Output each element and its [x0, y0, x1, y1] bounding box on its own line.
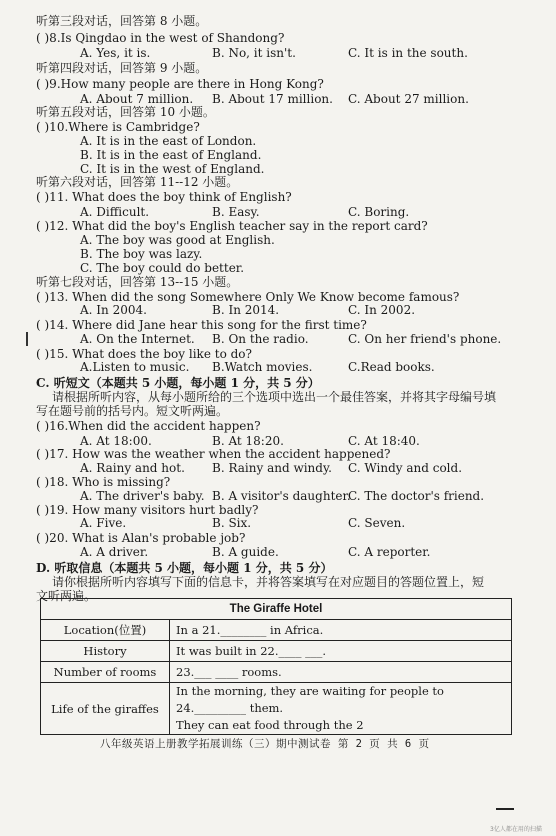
scanner-watermark: 3亿人都在用的扫描 — [490, 826, 542, 833]
text-line: B. A visitor's daughter. — [212, 489, 351, 503]
text-line: ( )14. Where did Jane hear this song for the first time? — [36, 318, 367, 332]
info-card-table — [40, 598, 512, 735]
table-title: The Giraffe Hotel — [41, 599, 512, 620]
text-line: B. At 18:20. — [212, 434, 284, 448]
text-line: 请你根据所听内容填写下面的信息卡，并将答案填写在对应题目的答题位置上，短 — [52, 575, 485, 589]
text-line: D. 听取信息（本题共 5 小题，每小题 1 分，共 5 分） — [36, 561, 333, 575]
text-line: C. Seven. — [348, 516, 406, 530]
row-value — [170, 683, 512, 735]
text-line: A. About 7 million. — [80, 92, 194, 106]
table-row — [41, 620, 512, 641]
text-line: B. No, it isn't. — [212, 46, 296, 60]
row-value: 23.___ ____ rooms. — [170, 662, 512, 683]
text-line: B. A guide. — [212, 545, 279, 559]
text-line: ( )16.When did the accident happen? — [36, 419, 261, 433]
text-line: B. About 17 million. — [212, 92, 333, 106]
text-line: 听第六段对话，回答第 11--12 小题。 — [36, 175, 239, 189]
text-line: C. Boring. — [348, 205, 410, 219]
text-line: 听第四段对话，回答第 9 小题。 — [36, 61, 208, 75]
text-line: C. The doctor's friend. — [348, 489, 485, 503]
text-line: ( )18. Who is missing? — [36, 475, 171, 489]
text-line: A. Yes, it is. — [80, 46, 151, 60]
text-line: B. On the radio. — [212, 332, 309, 346]
text-line: ( )15. What does the boy like to do? — [36, 347, 252, 361]
text-line: ( )10.Where is Cambridge? — [36, 120, 200, 134]
text-line: 文听两遍。 — [36, 589, 97, 603]
text-line: C. It is in the south. — [348, 46, 468, 60]
text-line: A. Difficult. — [80, 205, 150, 219]
text-line: A. The boy was good at English. — [80, 233, 275, 247]
text-line: A. Five. — [80, 516, 127, 530]
row-value: In a 21.________ in Africa. — [170, 620, 512, 641]
text-line: B. The boy was lazy. — [80, 247, 203, 261]
text-line: B. In 2014. — [212, 303, 280, 317]
text-line: B.Watch movies. — [212, 360, 313, 374]
text-line: ( )9.How many people are there in Hong Kong? — [36, 77, 324, 91]
text-line: C. The boy could do better. — [80, 261, 245, 275]
text-line: 听第三段对话，回答第 8 小题。 — [36, 14, 208, 28]
text-line: B. Rainy and windy. — [212, 461, 332, 475]
text-line: 写在题号前的括号内。短文听两遍。 — [36, 404, 229, 418]
row-value: It was built in 22.____ ___. — [170, 641, 512, 662]
text-line: C. 听短文（本题共 5 小题，每小题 1 分，共 5 分） — [36, 376, 320, 390]
row-label: Life of the giraffes — [41, 683, 170, 735]
table-row — [41, 662, 512, 683]
text-line: ( )12. What did the boy's English teacher say in the report card? — [36, 219, 428, 233]
text-line: A. It is in the east of London. — [80, 134, 257, 148]
text-line: ( )19. How many visitors hurt badly? — [36, 503, 259, 517]
text-line: C. On her friend's phone. — [348, 332, 502, 346]
page-footer: 八年级英语上册教学拓展训练（三）期中测试卷 第 2 页 共 6 页 — [100, 738, 430, 750]
table-row — [41, 641, 512, 662]
text-line: 请根据所听内容，从每小题所给的三个选项中选出一个最佳答案，并将其字母编号填 — [52, 390, 497, 404]
row-value-line: They can eat food through the 2 — [176, 718, 364, 732]
text-line: A. At 18:00. — [80, 434, 152, 448]
text-line: C. It is in the west of England. — [80, 162, 265, 176]
text-line: B. Easy. — [212, 205, 260, 219]
row-label: Location(位置) — [41, 620, 170, 641]
row-label: Number of rooms — [41, 662, 170, 683]
text-line: A. In 2004. — [80, 303, 147, 317]
table-title-row — [41, 599, 512, 620]
text-line: A.Listen to music. — [80, 360, 190, 374]
text-line: B. Six. — [212, 516, 252, 530]
scan-mark — [496, 808, 514, 810]
text-line: 听第五段对话，回答第 10 小题。 — [36, 105, 215, 119]
text-line: A. The driver's baby. — [80, 489, 205, 503]
text-line: A. A driver. — [80, 545, 149, 559]
row-value-line: In the morning, they are waiting for people to 24._________ them. — [176, 684, 444, 715]
scan-mark — [26, 332, 28, 346]
text-line: A. On the Internet. — [80, 332, 195, 346]
text-line: C. A reporter. — [348, 545, 431, 559]
text-line: C. At 18:40. — [348, 434, 420, 448]
text-line: ( )20. What is Alan's probable job? — [36, 531, 246, 545]
text-line: ( )17. How was the weather when the accident happened? — [36, 447, 391, 461]
text-line: 听第七段对话，回答第 13--15 小题。 — [36, 275, 239, 289]
row-label: History — [41, 641, 170, 662]
table-row — [41, 683, 512, 735]
text-line: B. It is in the east of England. — [80, 148, 262, 162]
text-line: C. Windy and cold. — [348, 461, 463, 475]
text-line: A. Rainy and hot. — [80, 461, 185, 475]
text-line: ( )13. When did the song Somewhere Only We Know become famous? — [36, 290, 460, 304]
text-line: C. In 2002. — [348, 303, 416, 317]
text-line: C. About 27 million. — [348, 92, 469, 106]
text-line: ( )8.Is Qingdao in the west of Shandong? — [36, 31, 285, 45]
text-line: ( )11. What does the boy think of English? — [36, 190, 292, 204]
text-line: C.Read books. — [348, 360, 435, 374]
